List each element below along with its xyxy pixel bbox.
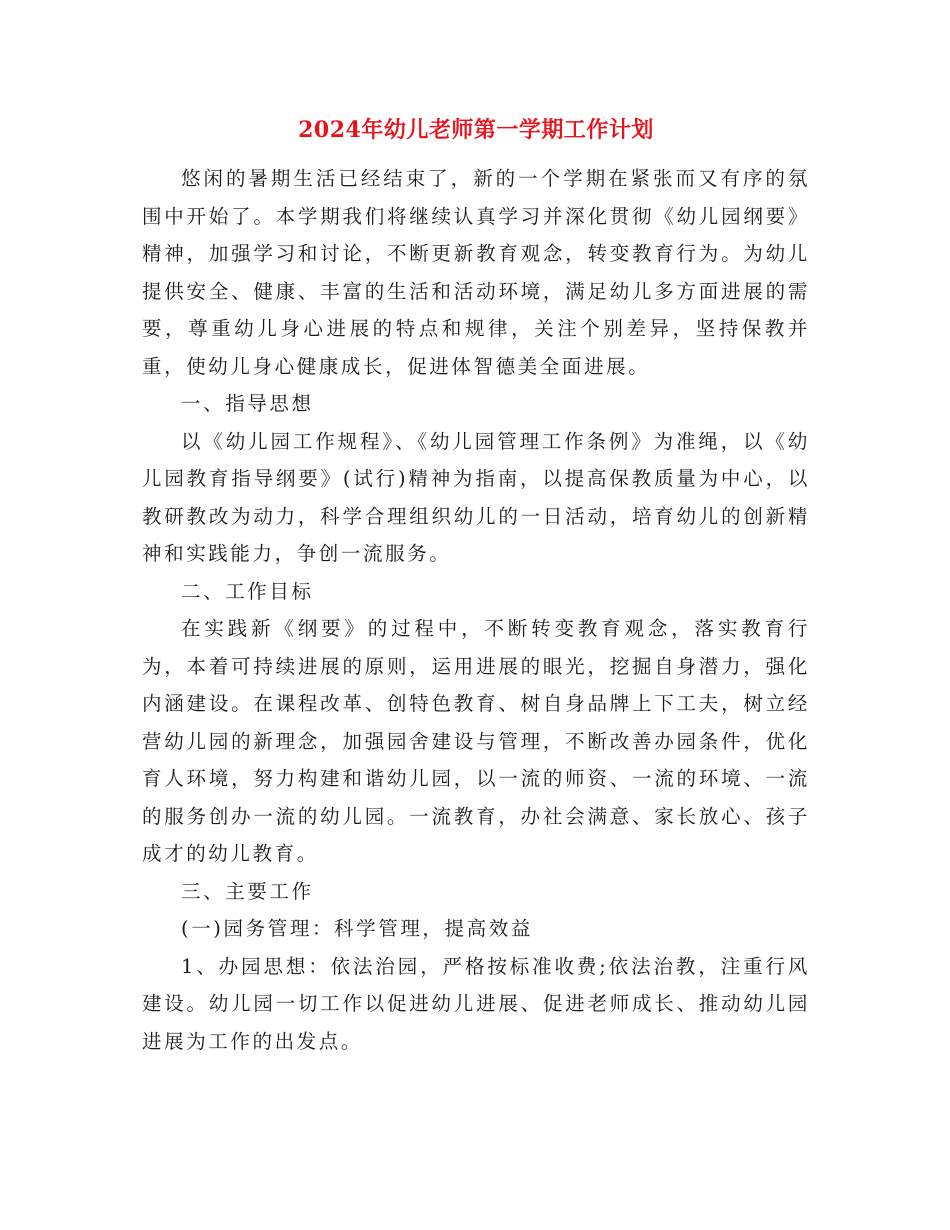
paragraph-work-goals: 在实践新《纲要》的过程中，不断转变教育观念，落实教育行为，本着可持续进展的原则，运用进展的眼光，挖掘自身潜力，强化内涵建设。在课程改革、创特色教育、树自身品牌上下工夫，树立经营幼儿园的新理念，加强园舍建设与管理，不断改善办园条件，优化育人环境，努力构建和谐幼儿园，以一流的师资、一流的环境、一流的服务创办一流的幼儿园。一流教育，办社会满意、家长放心、孩子成才的幼儿教育。 xyxy=(142,617,810,865)
subheading-garden-management: (一)园务管理：科学管理，提高效益 xyxy=(181,917,533,940)
heading-guiding-ideology: 一、指导思想 xyxy=(181,392,314,415)
paragraph-guiding-ideology: 以《幼儿园工作规程》、《幼儿园管理工作条例》为准绳，以《幼儿园教育指导纲要》(试行)精神为指南，以提高保教质量为中心，以教研教改为动力，科学合理组织幼儿的一日活动，培育幼儿的创新精神和实践能力，争创一流服务。 xyxy=(142,429,810,565)
paragraph-school-philosophy: 1、办园思想：依法治园，严格按标准收费;依法治教，注重行风建设。幼儿园一切工作以促进幼儿进展、促进老师成长、推动幼儿园进展为工作的出发点。 xyxy=(142,954,810,1053)
heading-work-goals: 二、工作目标 xyxy=(181,579,314,603)
paragraph-intro: 悠闲的暑期生活已经结束了，新的一个学期在紧张而又有序的氛围中开始了。本学期我们将继续认真学习并深化贯彻《幼儿园纲要》精神，加强学习和讨论，不断更新教育观念，转变教育行为。为幼儿提供安全、健康、丰富的生活和活动环境，满足幼儿多方面进展的需要，尊重幼儿身心进展的特点和规律，关注个别差异，坚持保教并重，使幼儿身心健康成长，促进体智德美全面进展。 xyxy=(142,167,810,378)
document-title: 2024年幼儿老师第一学期工作计划 xyxy=(298,117,654,143)
heading-main-work: 三、主要工作 xyxy=(181,879,314,903)
